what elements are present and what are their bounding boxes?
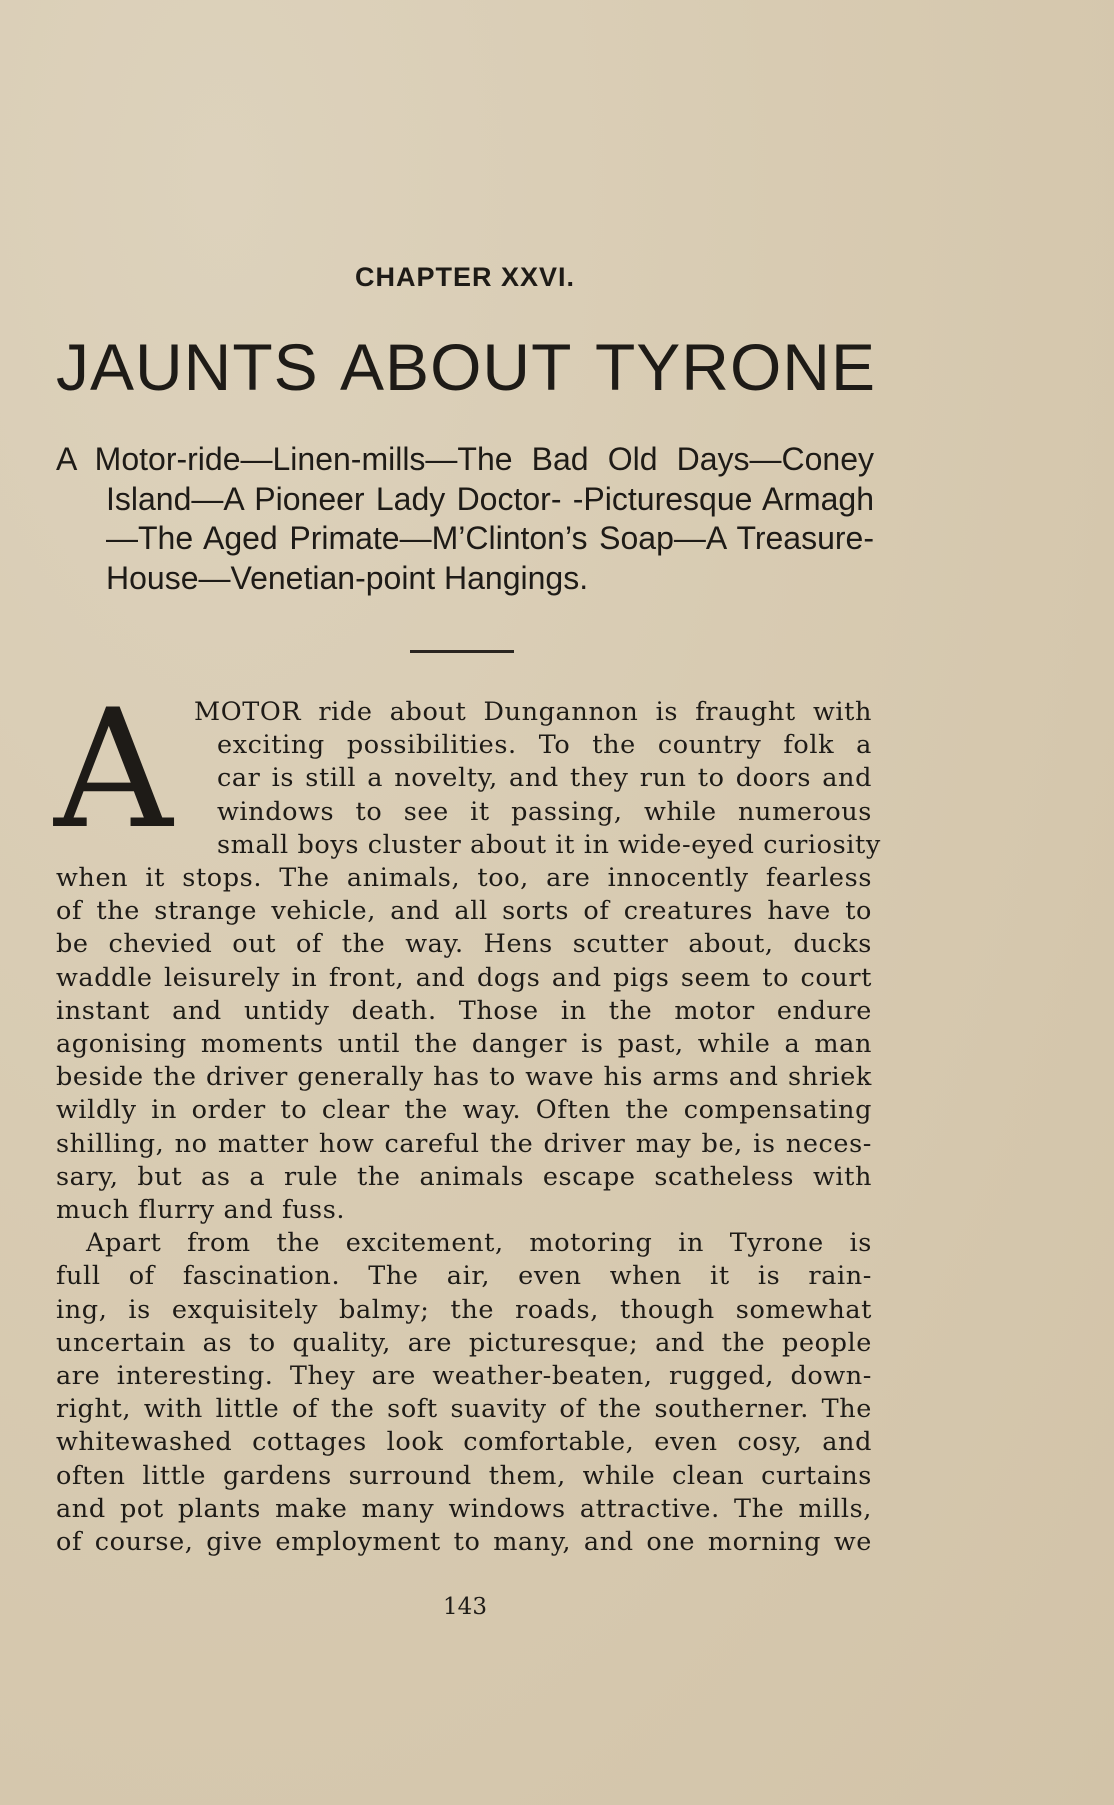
text-line: right, with little of the soft suavity of the southerner. The: [56, 1394, 872, 1425]
synopsis-line: A Motor-ride—Linen-mills—The Bad Old Days—Coney: [56, 441, 874, 477]
text-line: instant and untidy death. Those in the motor endure: [56, 995, 872, 1026]
text-line: windows to see it passing, while numerous: [217, 796, 872, 827]
text-line: uncertain as to quality, are picturesque; and the people: [56, 1327, 872, 1358]
text-line: MOTOR ride about Dungannon is fraught with: [194, 697, 872, 727]
text-line: shilling, no matter how careful the driver may be, is neces-: [56, 1128, 872, 1159]
text-line: agonising moments until the danger is past, while a man: [56, 1029, 872, 1060]
text-line: ing, is exquisitely balmy; the roads, though somewhat: [56, 1294, 872, 1325]
chapter-title: JAUNTS ABOUT TYRONE: [56, 330, 876, 404]
page-number: 143: [443, 1594, 487, 1620]
drop-cap-wrapped-lines: [56, 696, 881, 862]
text-line: when it stops. The animals, too, are innocently fearless: [56, 863, 872, 894]
synopsis-line: House—Venetian-point Hangings.: [106, 559, 589, 596]
text-line: often little gardens surround them, while clean curtains: [56, 1460, 872, 1491]
text-line: be chevied out of the way. Hens scutter about, ducks: [56, 929, 872, 960]
text-line: small boys cluster about it in wide-eyed curiosity: [217, 829, 881, 860]
section-divider: [410, 650, 514, 653]
text-line: wildly in order to clear the way. Often the compensating: [56, 1095, 872, 1126]
chapter-label: CHAPTER XXVI.: [354, 262, 576, 292]
text-line: of course, give employment to many, and one morning we: [56, 1527, 872, 1558]
text-line: waddle leisurely in front, and dogs and pigs seem to court: [56, 962, 872, 993]
text-line: sary, but as a rule the animals escape scatheless with: [56, 1161, 872, 1192]
text-line: beside the driver generally has to wave his arms and shriek: [56, 1062, 872, 1093]
text-line: full of fascination. The air, even when it is rain-: [56, 1261, 872, 1292]
body-text: [56, 696, 881, 1559]
chapter-synopsis: [56, 440, 874, 598]
text-line: car is still a novelty, and they run to doors and: [217, 763, 872, 794]
text-line: Apart from the excitement, motoring in Tyrone is: [86, 1228, 872, 1259]
drop-cap: A: [54, 674, 173, 865]
text-line: of the strange vehicle, and all sorts of creatures have to: [56, 896, 872, 927]
text-line: are interesting. They are weather-beaten, rugged, down-: [56, 1361, 872, 1392]
text-line: exciting possibilities. To the country folk a: [217, 730, 872, 761]
text-line: whitewashed cottages look comfortable, even cosy, and: [56, 1427, 872, 1458]
text-line: and pot plants make many windows attractive. The mills,: [56, 1493, 872, 1524]
synopsis-line: Island—A Pioneer Lady Doctor- -Picturesque Armagh: [106, 480, 874, 517]
synopsis-line: —The Aged Primate—M’Clinton’s Soap—A Treasure-: [106, 520, 874, 556]
text-line: much flurry and fuss.: [56, 1195, 346, 1226]
